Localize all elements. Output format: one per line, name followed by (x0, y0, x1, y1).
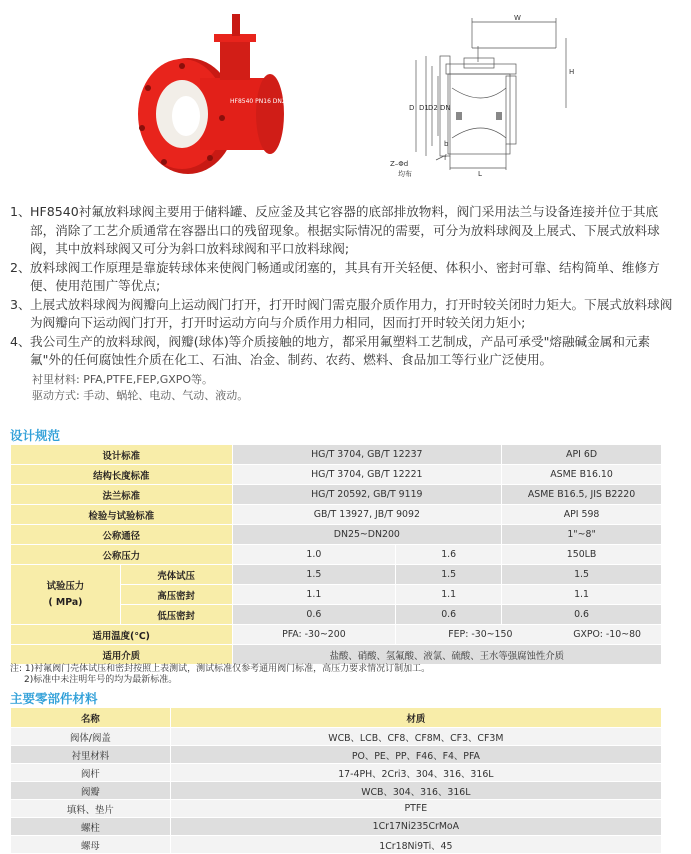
intro-section (10, 203, 680, 404)
paragraph-number: 2、 (10, 259, 31, 275)
part-material: 1Cr18Ni9Ti、45 (170, 836, 661, 854)
table-row (11, 836, 662, 854)
part-name: 填料、垫片 (11, 800, 171, 818)
row-label: 高压密封 (120, 585, 232, 605)
part-name: 螺母 (11, 836, 171, 854)
valve-photo (130, 8, 290, 178)
cell-value: 1.1 (502, 585, 662, 605)
part-name: 阀体/阀盖 (11, 728, 171, 746)
paragraph-text: HF8540衬氟放料球阀主要用于储料罐、反应釜及其它容器的底部排放物料，阀门采用法兰与设备连接并位于其底部，消除了工艺介质通常在容器出口的残留现象。根据实际情况的需要，可分为放料球阀及上展式、下展式放料球阀，其中放料球阀又可分为斜口放料球阀和平口放料球阀; (30, 204, 660, 256)
valve-body-marks: HF8540 PN16 DN25 (230, 98, 290, 105)
table-row (11, 465, 662, 485)
cell-value: 1.1 (232, 585, 396, 605)
cell-value: ASME B16.10 (502, 465, 662, 485)
paragraph-text: 放料球阀工作原理是靠旋转球体来使阀门畅通或闭塞的，其具有开关轻便、体积小、密封可靠、结构简单、维修方便、使用范围广等优点; (30, 259, 660, 293)
note-line: 2)标准中未注明年号的均为最新标准。 (24, 675, 178, 685)
temp-fep: FEP: -30~150 (448, 629, 513, 640)
cell-value: 1"~8" (502, 525, 662, 545)
dim-label-d2: D2 (428, 104, 438, 112)
table-row (11, 746, 662, 764)
intro-paragraph (10, 259, 680, 296)
lining-materials: 衬里材料: PFA,PTFE,FEP,GXPO等。 (32, 372, 214, 386)
dimension-drawing (386, 8, 586, 178)
cell-value: 1.5 (502, 565, 662, 585)
design-spec-table (10, 444, 662, 665)
row-label: 适用温度(℃) (11, 625, 233, 645)
row-label: 适用介质 (11, 645, 233, 665)
part-material: 17-4PH、2Cri3、304、316、316L (170, 764, 661, 782)
table-row (11, 818, 662, 836)
table-row (11, 764, 662, 782)
design-spec-title: 设计规范 (10, 428, 61, 443)
materials-table (10, 707, 662, 854)
drive-modes: 驱动方式: 手动、蜗轮、电动、气动、液动。 (32, 388, 249, 402)
paragraph-number: 4、 (10, 333, 31, 349)
intro-paragraph (10, 296, 680, 333)
table-header-row (11, 708, 662, 728)
cell-value: 1.5 (232, 565, 396, 585)
paragraph-number: 3、 (10, 296, 31, 312)
dim-label-b: b (444, 140, 449, 148)
dim-label-zd: Z–Φd (390, 160, 409, 168)
dim-label-h: H (569, 68, 575, 76)
part-name: 阀杆 (11, 764, 171, 782)
temp-gxpo: GXPO: -10~80 (573, 629, 642, 640)
test-pressure-label: 试验压力 (46, 580, 85, 592)
table-row (11, 800, 662, 818)
cell-value: API 598 (502, 505, 662, 525)
cell-value (396, 625, 662, 645)
dim-label-l: L (478, 170, 482, 178)
part-material: WCB、LCB、CF8、CF8M、CF3、CF3M (170, 728, 661, 746)
row-label (11, 565, 121, 625)
row-label: 壳体试压 (120, 565, 232, 585)
part-name: 衬里材料 (11, 746, 171, 764)
table-row (11, 625, 662, 645)
part-material: 1Cr17Ni235CrMoA (170, 818, 661, 836)
part-name: 阀瓣 (11, 782, 171, 800)
table-row (11, 485, 662, 505)
column-header: 名称 (11, 708, 171, 728)
part-material: PTFE (170, 800, 661, 818)
cell-value: 1.1 (396, 585, 502, 605)
cell-value: DN25~DN200 (232, 525, 502, 545)
row-label: 公称压力 (11, 545, 233, 565)
dim-label-d: D (409, 104, 415, 112)
paragraph-number: 1、 (10, 204, 31, 219)
cell-value: 1.5 (396, 565, 502, 585)
cell-value: HG/T 20592, GB/T 9119 (232, 485, 502, 505)
part-material: WCB、304、316、316L (170, 782, 661, 800)
notes (10, 664, 430, 686)
cell-value: HG/T 3704, GB/T 12237 (232, 445, 502, 465)
intro-paragraph (10, 333, 680, 370)
dim-label-f: f (444, 154, 447, 162)
dim-label-dn: DN (440, 104, 451, 112)
table-row (11, 525, 662, 545)
row-label: 检验与试验标准 (11, 505, 233, 525)
part-name: 螺柱 (11, 818, 171, 836)
table-row (11, 728, 662, 746)
table-row (11, 645, 662, 665)
row-label: 法兰标准 (11, 485, 233, 505)
cell-value: GB/T 13927, JB/T 9092 (232, 505, 502, 525)
cell-value: HG/T 3704, GB/T 12221 (232, 465, 502, 485)
table-row (11, 545, 662, 565)
cell-value: 1.0 (232, 545, 396, 565)
cell-value: 0.6 (502, 605, 662, 625)
paragraph-text: 上展式放料球阀为阀瓣向上运动阀门打开，打开时阀门需克服介质作用力，打开时较关闭时力矩大。下展式放料球阀为阀瓣向下运动阀门打开，打开时运动方向与介质作用力相同，因而打开时较关闭力矩小; (30, 296, 673, 330)
cell-value: PFA: -30~200 (232, 625, 396, 645)
cell-value: 1.6 (396, 545, 502, 565)
test-pressure-unit: ( MPa) (48, 596, 83, 608)
cell-value: API 6D (502, 445, 662, 465)
part-material: PO、PE、PP、F46、F4、PFA (170, 746, 661, 764)
table-row (11, 445, 662, 465)
row-label: 设计标准 (11, 445, 233, 465)
dim-label-w: W (514, 14, 521, 22)
cell-value: 盐酸、硝酸、氢氟酸、液氯、硫酸、王水等强腐蚀性介质 (232, 645, 661, 665)
column-header: 材质 (170, 708, 661, 728)
table-row (11, 565, 662, 585)
row-label: 低压密封 (120, 605, 232, 625)
cell-value: 150LB (502, 545, 662, 565)
cell-value: ASME B16.5, JIS B2220 (502, 485, 662, 505)
note-line: 注: 1)衬氟阀门壳体试压和密封按照上表测试，测试标准仅参考通用阀门标准，高压力要求情况订制加工。 (10, 664, 431, 674)
cell-value: 0.6 (232, 605, 396, 625)
table-row (11, 505, 662, 525)
dim-label-even: 均布 (398, 170, 412, 178)
intro-paragraph (10, 203, 680, 259)
table-row (11, 782, 662, 800)
paragraph-text: 我公司生产的放料球阀，阀瓣(球体)等介质接触的地方，都采用氟塑料工艺制成，产品可承受"熔融碱金属和元素氟"外的任何腐蚀性介质在化工、石油、冶金、制药、农药、燃料、食品加工等行业广泛使用。 (30, 333, 651, 367)
materials-title: 主要零部件材料 (10, 691, 98, 706)
row-label: 公称通径 (11, 525, 233, 545)
row-label: 结构长度标准 (11, 465, 233, 485)
dim-label-d1: D1 (419, 104, 429, 112)
cell-value: 0.6 (396, 605, 502, 625)
